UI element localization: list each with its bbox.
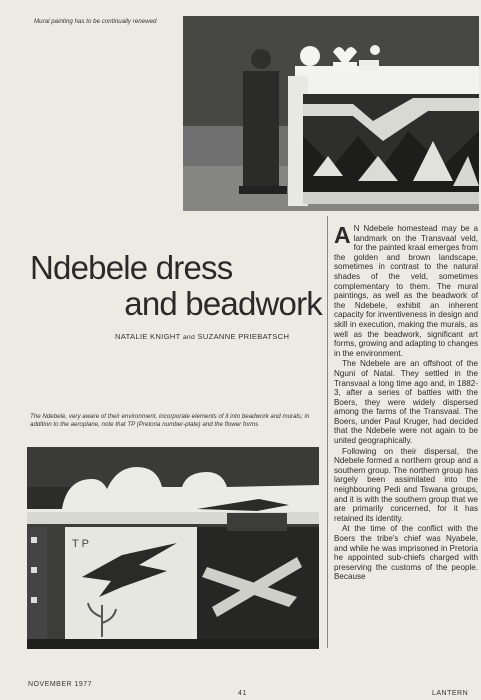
- lower-photo-caption: The Ndebele, very aware of their environment, incorporate elements of it into beadwork and murals; in addition to the aeroplane, note that TP (Pretoria number-plate) and the flower forms: [30, 413, 310, 428]
- column-divider: [327, 216, 328, 648]
- byline-and: and: [182, 334, 196, 341]
- headline-line-1: Ndebele dress: [30, 249, 233, 286]
- mural-letters: T P: [72, 538, 89, 550]
- mural-wall-photo: [183, 16, 479, 211]
- article-paragraph-2: The Ndebele are an offshoot of the Nguni of Natal. They settled in the Transvaal a long time ago and, in 1882-3, after a series of battles with the Boers, they were widely dispersed among the farms of the Transvaal. The Boers, under Paul Kruger, had decided that the Ndebele were not again to be united geographically.: [334, 359, 478, 446]
- author-1: NATALIE KNIGHT: [115, 332, 181, 341]
- byline: [115, 332, 289, 341]
- top-photo-caption: Mural painting has to be continually renewed: [34, 18, 157, 25]
- paragraph-1-text: N Ndebele homestead may be a landmark on the Transvaal veld, for the painted kraal emerges from the golden and brown landscape, sometimes in contrast to the natural shades of the veld, sometimes complementary to them. The mural paintings, as well as the beadwork of the Ndebele, exhibit an inherent capacity for inventiveness in design and skill in execution, making the murals, as well as the beadwork, significant art forms, growing and adapting to changes in the environment.: [334, 224, 478, 358]
- article-paragraph-4: At the time of the conflict with the Boers the tribe's chief was Nyabele, and while he was imprisoned in Pretoria he appointed sub-chiefs charged with preserving the customs of the people. Because: [334, 524, 478, 582]
- article-paragraph-1: [334, 224, 478, 358]
- article-paragraph-3: Following on their dispersal, the Ndebele formed a northern group and a southern group. The northern group has largely been assimilated into the neighbouring Pedi and Tswana groups, and it is with the southern group that we are primarily concerned, for it has retained its identity.: [334, 446, 478, 523]
- drop-cap: A: [334, 222, 351, 248]
- aeroplane-mural-photo: [27, 447, 319, 649]
- headline-line-2: and beadwork: [124, 285, 322, 322]
- article-body: [334, 224, 478, 583]
- article-headline: [26, 250, 326, 322]
- footer-page-number: 41: [238, 690, 247, 697]
- author-2: SUZANNE PRIEBATSCH: [197, 332, 290, 341]
- footer-date: NOVEMBER 1977: [28, 681, 93, 688]
- footer-magazine-name: LANTERN: [432, 690, 469, 697]
